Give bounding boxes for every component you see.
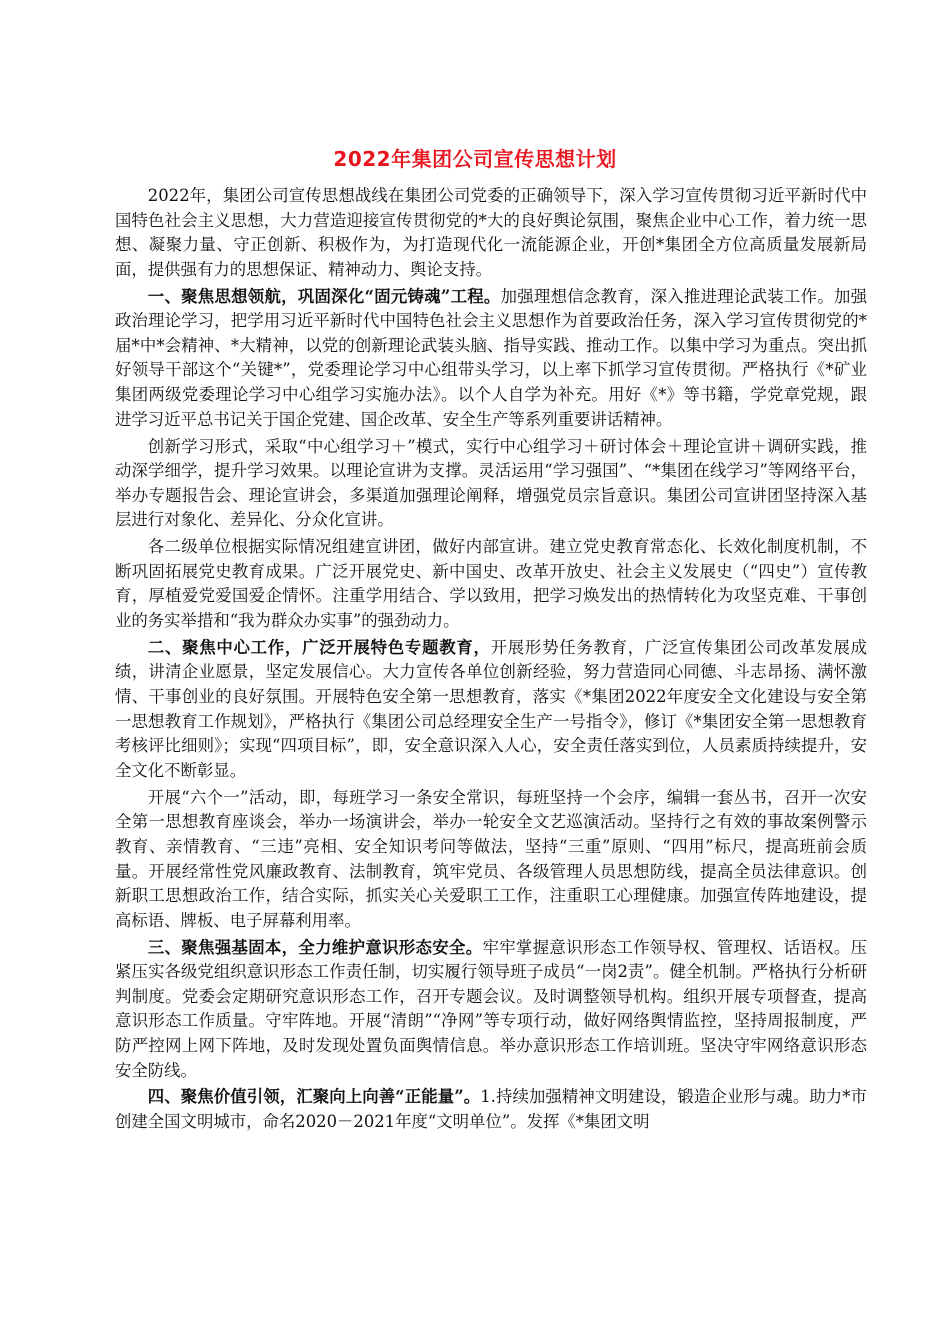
paragraph-text: 开展“六个一”活动，即，每班学习一条安全常识，每班坚持一个会序，编辑一套丛书，召开一次安全第一思想教育座谈会，举办一场演讲会，举办一轮安全文艺巡演活动。坚持行之有效的事故案例警示教育、亲情教育、“三违”亮相、安全知识考问等做法，坚持“三重”原则、“四用”标尺，提高班前会质量。开展经常性党风廉政教育、法制教育，筑牢党员、各级管理人员思想防线，提高全员法律意识。创新职工思想政治工作，结合实际，抓实关心关爱职工工作，注重职工心理健康。加强宣传阵地建设，提高标语、牌板、电子屏幕利用率。 — [115, 787, 867, 930]
section-heading: 二、聚焦中心工作，广泛开展特色专题教育， — [147, 637, 491, 657]
document-title: 2022年集团公司宣传思想计划 — [333, 147, 617, 171]
document-body — [115, 184, 867, 1137]
paragraph-text: 牢牢掌握意识形态工作领导权、管理权、话语权。压紧压实各级党组织意识形态工作责任制，切实履行领导班子成员“一岗2责”。健全机制。严格执行分析研判制度。党委会定期研究意识形态工作，召开专题会议。及时调整领导机构。组织开展专项督查，提高意识形态工作质量。守牢阵地。开展“清朗”“净网”等专项行动，做好网络舆情监控，坚持周报制度，严防严控网上网下阵地，及时发现处置负面舆情信息。举办意识形态工作培训班。坚决守牢网络意识形态安全防线。 — [115, 937, 867, 1080]
section-heading: 一、聚焦思想领航，巩固深化“固元铸魂”工程。 — [147, 286, 501, 306]
paragraph-section-1-study-format — [115, 435, 867, 533]
paragraph-section-2-activities — [115, 786, 867, 934]
paragraph-section-4 — [115, 1085, 867, 1134]
paragraph-section-1-lecture-groups — [115, 535, 867, 633]
paragraph-section-3 — [115, 936, 867, 1084]
paragraph-intro — [115, 184, 867, 282]
paragraph-text: 开展形势任务教育，广泛宣传集团公司改革发展成绩，讲清企业愿景，坚定发展信心。大力宣传各单位创新经验，努力营造同心同德、斗志昂扬、满怀激情、干事创业的良好氛围。开展特色安全第一思想教育，落实《*集团2022年度安全文化建设与安全第一思想教育工作规划》，严格执行《集团公司总经理安全生产一号指令》，修订《*集团安全第一思想教育考核评比细则》；实现“四项目标”，即，安全意识深入人心，安全责任落实到位，人员素质持续提升，安全文化不断彰显。 — [115, 637, 868, 780]
paragraph-text: 各二级单位根据实际情况组建宣讲团，做好内部宣讲。建立党史教育常态化、长效化制度机制，不断巩固拓展党史教育成果。广泛开展党史、新中国史、改革开放史、社会主义发展史（“四史”）宣传教育，厚植爱党爱国爱企情怀。注重学用结合、学以致用，把学习焕发出的热情转化为攻坚克难、干事创业的务实举措和“我为群众办实事”的强劲动力。 — [115, 537, 867, 630]
paragraph-text: 加强理想信念教育，深入推进理论武装工作。加强政治理论学习，把学用习近平新时代中国特色社会主义思想作为首要政治任务，深入学习宣传贯彻党的*届*中*会精神、*大精神，以党的创新理论武装头脑、指导实践、推动工作。以集中学习为重点。突出抓好领导干部这个“关键*”，党委理论学习中心组带头学习，以上率下抓学习宣传贯彻。严格执行《*矿业集团两级党委理论学习中心组学习实施办法》。以个人自学为补充。用好《*》等书籍，学党章党规，跟进学习近平总书记关于国企党建、国企改革、安全生产等系列重要讲话精神。 — [115, 286, 868, 429]
section-heading: 四、聚焦价值引领，汇聚向上向善“正能量”。 — [147, 1087, 481, 1107]
paragraph-section-2 — [115, 636, 867, 784]
section-heading: 三、聚焦强基固本，全力维护意识形态安全。 — [147, 937, 483, 957]
paragraph-text: 2022年，集团公司宣传思想战线在集团公司党委的正确领导下，深入学习宣传贯彻习近平新时代中国特色社会主义思想，大力营造迎接宣传贯彻党的*大的良好舆论氛围，聚焦企业中心工作，着力统一思想、凝聚力量、守正创新、积极作为，为打造现代化一流能源企业，开创*集团全方位高质量发展新局面，提供强有力的思想保证、精神动力、舆论支持。 — [115, 186, 867, 279]
paragraph-text: 1.持续加强精神文明建设，锻造企业形与魂。助力*市创建全国文明城市，命名2020－2021年度“文明单位”。发挥《*集团文明 — [115, 1087, 867, 1132]
paragraph-section-1 — [115, 285, 867, 433]
paragraph-text: 创新学习形式，采取“中心组学习＋”模式，实行中心组学习＋研讨体会＋理论宣讲＋调研实践，推动深学细学，提升学习效果。以理论宣讲为支撑。灵活运用“学习强国”、“*集团在线学习”等网络平台，举办专题报告会、理论宣讲会，多渠道加强理论阐释，增强党员宗旨意识。集团公司宣讲团坚持深入基层进行对象化、差异化、分众化宣讲。 — [115, 436, 867, 530]
